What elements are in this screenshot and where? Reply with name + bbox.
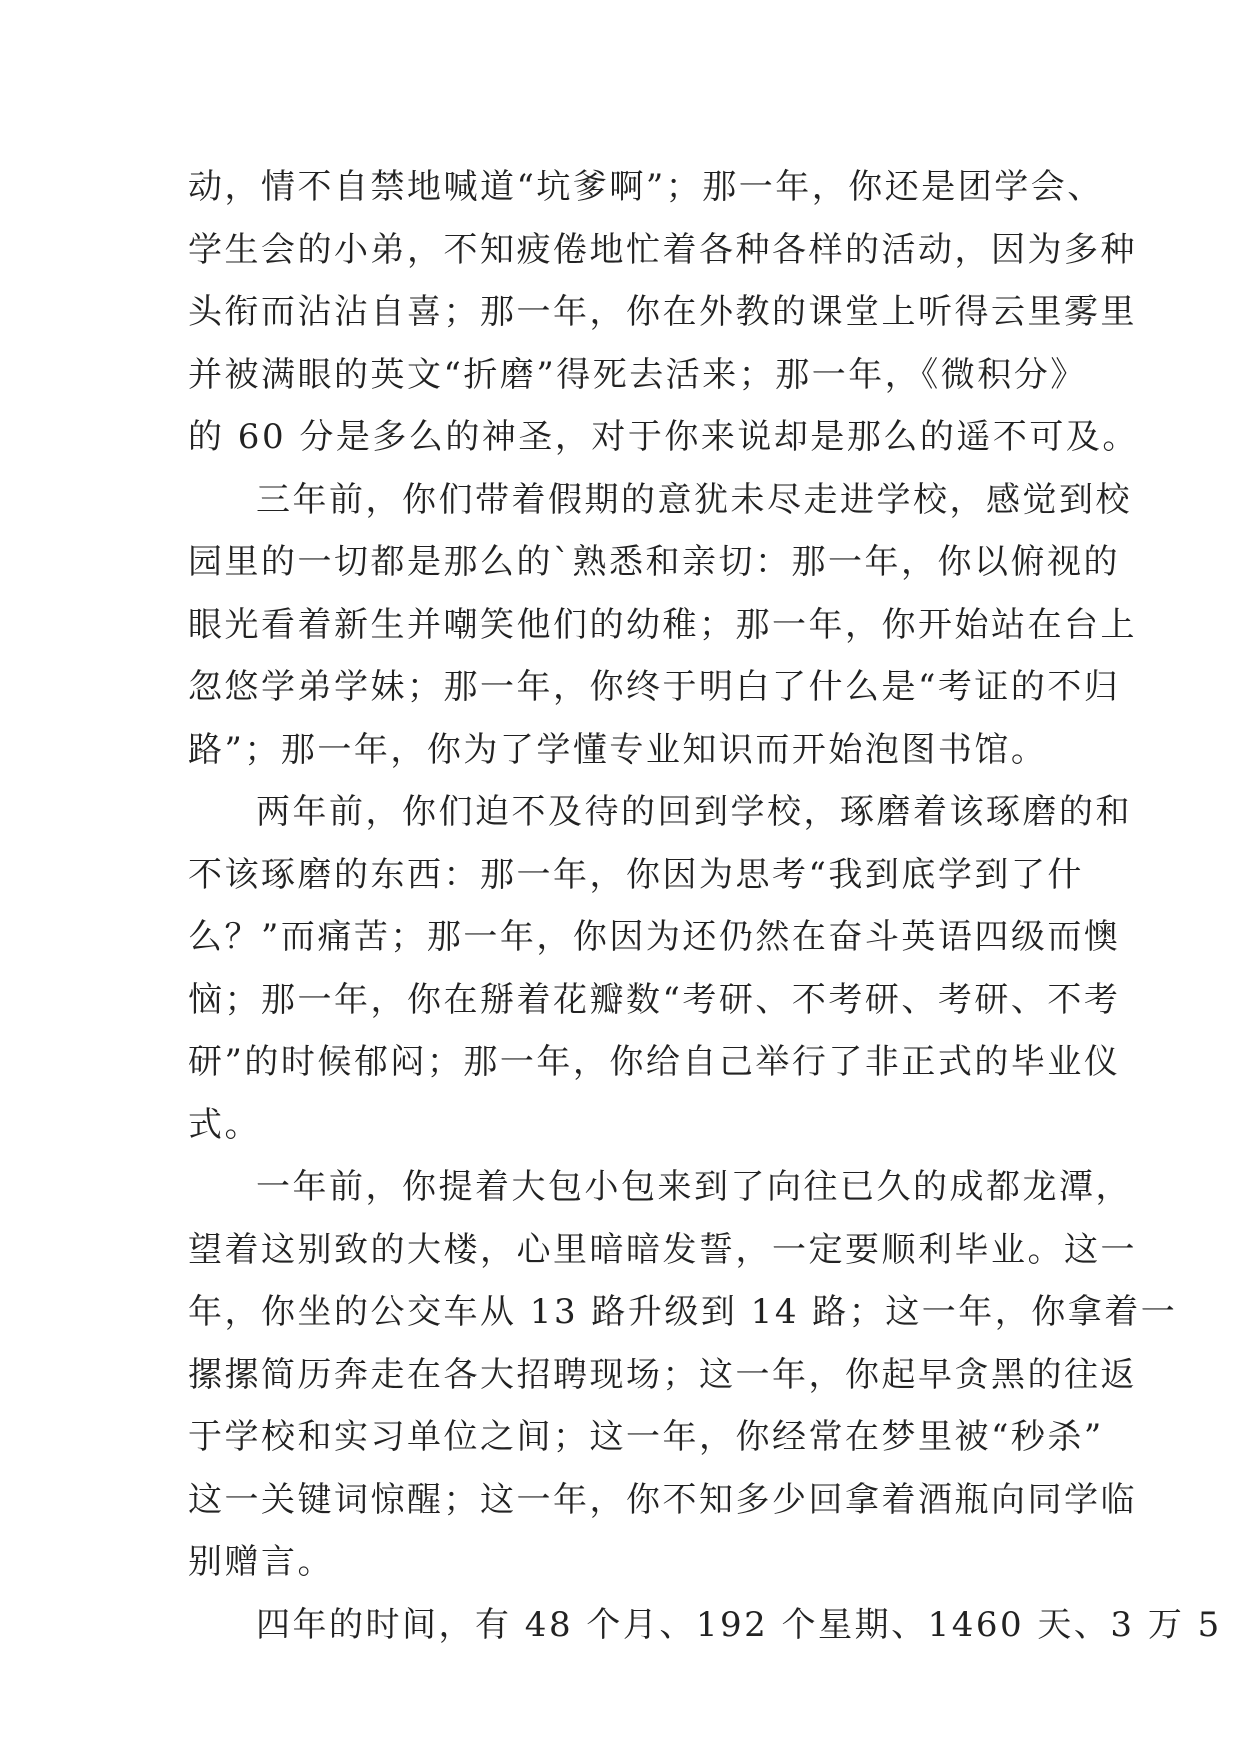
paragraph-start-line: 一年前，你提着大包小包来到了向往已久的成都龙潭，	[256, 1167, 1132, 1207]
text-line: 学生会的小弟，不知疲倦地忙着各种各样的活动，因为多种	[188, 229, 1137, 270]
text-line: 头衔而沾沾自喜；那一年，你在外教的课堂上听得云里雾里	[188, 292, 1137, 332]
text-line: 于学校和实习单位之间；这一年，你经常在梦里被“秒杀”	[188, 1417, 1104, 1457]
text-line: 年，你坐的公交车从 13 路升级到 14 路；这一年，你拿着一	[188, 1292, 1178, 1332]
text-line: 摞摞简历奔走在各大招聘现场；这一年，你起早贪黑的往返	[188, 1354, 1137, 1395]
text-line: 园里的一切都是那么的`熟悉和亲切：那一年，你以俯视的	[188, 542, 1120, 582]
body-text	[188, 156, 1222, 1656]
text-line: 这一关键词惊醒；这一年，你不知多少回拿着酒瓶向同学临	[188, 1479, 1137, 1520]
text-line: 并被满眼的英文“折磨”得死去活来；那一年，《微积分》	[188, 354, 1087, 395]
text-line: 的 60 分是多么的神圣，对于你来说却是那么的遥不可及。	[188, 417, 1139, 457]
paragraph-start-line: 四年的时间，有 48 个月、192 个星期、1460 天、3 万 5	[256, 1604, 1222, 1645]
text-line: 不该琢磨的东西：那一年，你因为思考“我到底学到了什	[188, 854, 1084, 895]
text-line: 式。	[188, 1104, 261, 1145]
text-line: 动，情不自禁地喊道“坑爹啊”；那一年，你还是团学会、	[188, 167, 1104, 207]
text-line: 望着这别致的大楼，心里暗暗发誓，一定要顺利毕业。这一	[188, 1229, 1137, 1270]
text-line: 忽悠学弟学妹；那一年，你终于明白了什么是“考证的不归	[188, 667, 1121, 707]
text-line: 别赠言。	[188, 1542, 334, 1582]
text-line: 路”；那一年，你为了学懂专业知识而开始泡图书馆。	[188, 729, 1048, 770]
paragraph-start-line: 三年前，你们带着假期的意犹未尽走进学校，感觉到校	[256, 479, 1132, 520]
text-line: 么？”而痛苦；那一年，你因为还仍然在奋斗英语四级而懊	[188, 917, 1121, 957]
text-line: 恼；那一年，你在掰着花瓣数“考研、不考研、考研、不考	[188, 979, 1121, 1020]
text-line: 眼光看着新生并嘲笑他们的幼稚；那一年，你开始站在台上	[188, 604, 1137, 645]
paragraph-start-line: 两年前，你们迫不及待的回到学校，琢磨着该琢磨的和	[256, 792, 1132, 832]
text-line: 研”的时候郁闷；那一年，你给自己举行了非正式的毕业仪	[188, 1042, 1121, 1082]
